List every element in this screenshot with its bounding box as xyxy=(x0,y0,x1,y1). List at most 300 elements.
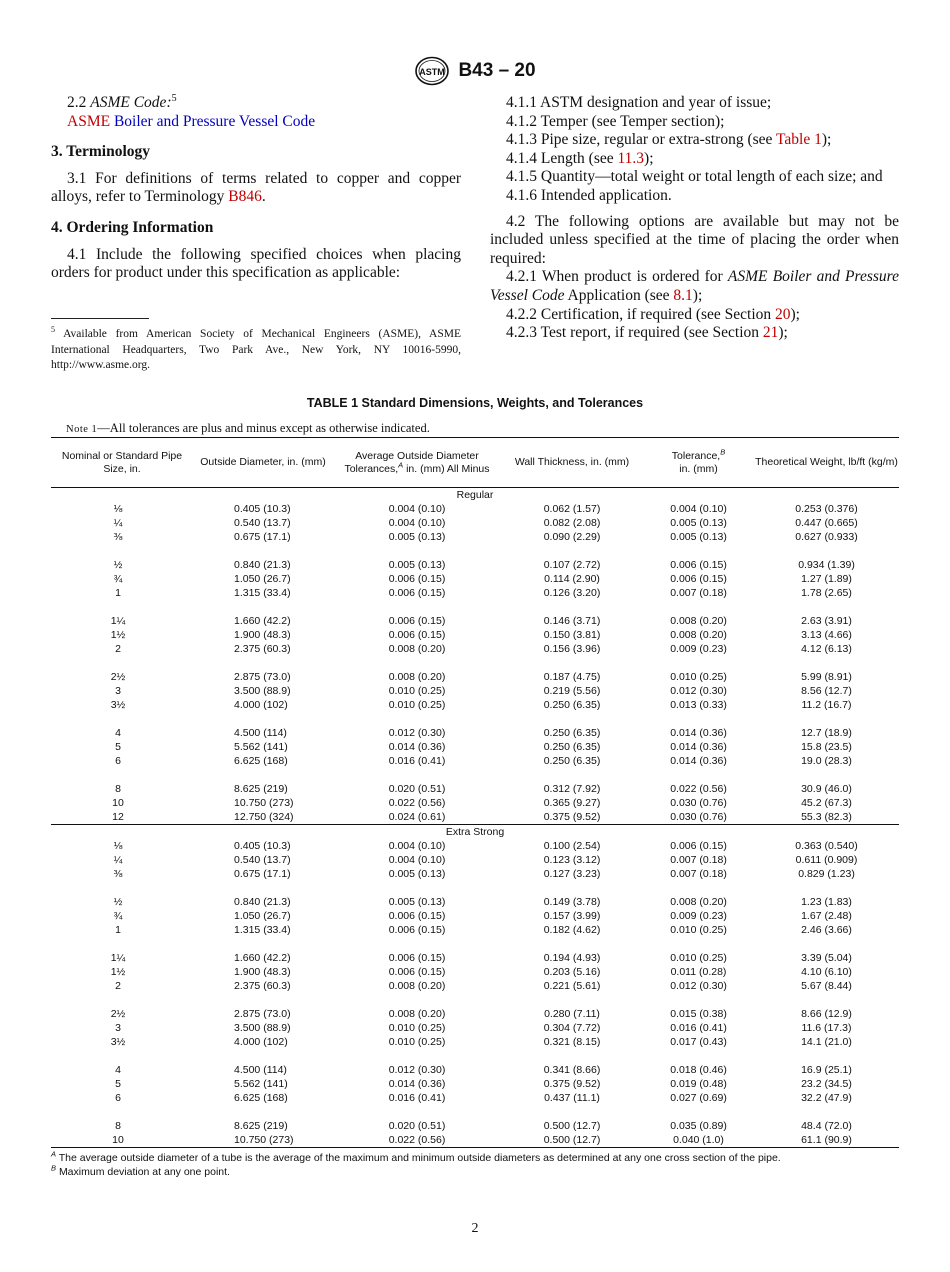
cell-outside-diameter: 2.875 (73.0) xyxy=(234,671,291,683)
cell-outside-diameter: 10.750 (273) xyxy=(234,1134,294,1146)
cell-weight: 3.39 (5.04) xyxy=(801,952,852,964)
cell-od-tolerance: 0.020 (0.51) xyxy=(388,1120,446,1132)
cell-size: ⅜ xyxy=(113,531,123,543)
table-row xyxy=(51,965,899,979)
table-row xyxy=(51,684,899,698)
cell-weight: 1.78 (2.65) xyxy=(801,587,852,599)
cell-wall-thickness: 0.250 (6.35) xyxy=(543,755,601,767)
cell-size: 8 xyxy=(115,783,121,795)
cell-size: 4 xyxy=(115,1064,121,1076)
asme-code-link[interactable]: Boiler and Pressure Vessel Code xyxy=(113,112,316,130)
cell-wall-thickness: 0.280 (7.11) xyxy=(544,1008,600,1020)
cell-wall-thickness: 0.156 (3.96) xyxy=(543,643,601,655)
cell-wall-tolerance: 0.013 (0.33) xyxy=(670,699,727,711)
cell-size: 2½ xyxy=(110,671,126,683)
cell-od-tolerance: 0.004 (0.10) xyxy=(388,517,446,529)
cell-size: 2 xyxy=(115,643,121,655)
cell-weight: 19.0 (28.3) xyxy=(801,755,852,767)
cell-wall-tolerance: 0.007 (0.18) xyxy=(670,587,727,599)
cell-od-tolerance: 0.006 (0.15) xyxy=(388,910,446,922)
cell-outside-diameter: 5.562 (141) xyxy=(234,741,288,753)
table-row xyxy=(51,754,899,768)
cell-weight: 1.23 (1.83) xyxy=(801,896,852,908)
clause-3-1: 3.1 For definitions of terms related to copper and copper alloys, refer to Terminology B846. xyxy=(51,169,461,206)
clause-4-1-3: 4.1.3 Pipe size, regular or extra-strong (see Table 1); xyxy=(506,131,832,149)
cell-wall-tolerance: 0.035 (0.89) xyxy=(670,1120,727,1132)
clause-4-1-5: 4.1.5 Quantity—total weight or total length of each size; and xyxy=(506,168,883,186)
col-header-tolerance: Tolerance,$^B$ in. (mm) xyxy=(671,447,726,475)
table-row xyxy=(51,628,899,642)
table-footnote-a: $^A$ The average outside diameter of a tube is the average of the maximum and minimum outside diameters as determined at any one cross section of the pipe. xyxy=(51,1149,781,1164)
cell-size: 2½ xyxy=(110,1008,126,1020)
col-header-od-tolerance: Average Outside Diameter Tolerances,$^A$ in. (mm) All Minus xyxy=(344,450,490,475)
cell-weight: 61.1 (90.9) xyxy=(801,1134,852,1146)
cell-weight: 45.2 (67.3) xyxy=(801,797,852,809)
cell-wall-tolerance: 0.014 (0.36) xyxy=(670,755,727,767)
cell-wall-thickness: 0.250 (6.35) xyxy=(543,699,601,711)
table-1-link[interactable]: Table 1 xyxy=(776,131,822,149)
cell-outside-diameter: 6.625 (168) xyxy=(234,755,288,767)
col-header-weight: Theoretical Weight, lb/ft (kg/m) xyxy=(755,456,898,469)
b846-link[interactable]: B846 xyxy=(228,188,262,206)
table-spacer-row xyxy=(51,768,899,782)
table-row xyxy=(51,782,899,796)
clause-4-2: 4.2 The following options are available but may not be included unless specified at the time of placing the order when required: xyxy=(490,212,899,267)
cell-wall-thickness: 0.250 (6.35) xyxy=(543,741,601,753)
cell-wall-thickness: 0.100 (2.54) xyxy=(543,840,601,852)
cell-od-tolerance: 0.010 (0.25) xyxy=(388,1036,446,1048)
cell-outside-diameter: 4.000 (102) xyxy=(234,1036,288,1048)
table-row xyxy=(51,1021,899,1035)
cell-wall-tolerance: 0.006 (0.15) xyxy=(670,573,727,585)
cell-od-tolerance: 0.004 (0.10) xyxy=(388,503,446,515)
cell-weight: 14.1 (21.0) xyxy=(801,1036,852,1048)
cell-weight: 0.611 (0.909) xyxy=(795,854,858,866)
cell-size: ⅜ xyxy=(113,868,123,880)
cell-weight: 0.447 (0.665) xyxy=(795,517,858,529)
footnote-rule xyxy=(51,318,149,319)
cell-wall-tolerance: 0.007 (0.18) xyxy=(670,854,727,866)
cell-wall-tolerance: 0.006 (0.15) xyxy=(670,840,727,852)
cell-outside-diameter: 12.750 (324) xyxy=(234,811,294,823)
table-row xyxy=(51,853,899,867)
cell-wall-thickness: 0.500 (12.7) xyxy=(543,1134,601,1146)
cell-outside-diameter: 8.625 (219) xyxy=(234,1120,288,1132)
cell-weight: 30.9 (46.0) xyxy=(801,783,852,795)
table-row xyxy=(51,1063,899,1077)
cell-size: 1½ xyxy=(110,966,126,978)
cell-od-tolerance: 0.012 (0.30) xyxy=(388,1064,446,1076)
cell-wall-tolerance: 0.019 (0.48) xyxy=(670,1078,727,1090)
cell-od-tolerance: 0.004 (0.10) xyxy=(388,840,446,852)
asme-link[interactable]: ASME xyxy=(67,112,111,130)
cell-wall-thickness: 0.127 (3.23) xyxy=(543,868,601,880)
cell-outside-diameter: 1.050 (26.7) xyxy=(234,910,291,922)
section-21-link[interactable]: 21 xyxy=(762,324,779,342)
cell-weight: 32.2 (47.9) xyxy=(801,1092,852,1104)
table-spacer-row xyxy=(51,1049,899,1063)
cell-od-tolerance: 0.008 (0.20) xyxy=(388,1008,446,1020)
cell-od-tolerance: 0.006 (0.15) xyxy=(388,629,446,641)
cell-wall-tolerance: 0.014 (0.36) xyxy=(670,741,727,753)
cell-weight: 4.10 (6.10) xyxy=(801,966,852,978)
footnote-5: $^5$ Available from American Society of Mechanical Engineers (ASME), ASME International Headquarters, Two Park Ave., New York, NY 10016-5990, http://www.asme.org. xyxy=(51,325,461,371)
table-group-row xyxy=(51,488,899,503)
page-header xyxy=(0,56,950,86)
table-spacer-row xyxy=(51,937,899,951)
table-body xyxy=(51,488,899,1148)
cell-wall-thickness: 0.114 (2.90) xyxy=(544,573,600,585)
cell-od-tolerance: 0.022 (0.56) xyxy=(388,1134,446,1146)
cell-outside-diameter: 1.900 (48.3) xyxy=(234,966,291,978)
cell-weight: 0.363 (0.540) xyxy=(795,840,858,852)
asme-reference xyxy=(51,113,461,132)
page-number: 2 xyxy=(471,1221,479,1236)
cell-outside-diameter: 0.840 (21.3) xyxy=(234,896,291,908)
cell-wall-tolerance: 0.016 (0.41) xyxy=(670,1022,727,1034)
cell-wall-tolerance: 0.010 (0.25) xyxy=(670,952,727,964)
table-row xyxy=(51,1077,899,1091)
cell-od-tolerance: 0.005 (0.13) xyxy=(388,559,446,571)
cell-outside-diameter: 1.900 (48.3) xyxy=(234,629,291,641)
cell-wall-tolerance: 0.022 (0.56) xyxy=(670,783,727,795)
table-row xyxy=(51,1007,899,1021)
cell-outside-diameter: 1.315 (33.4) xyxy=(234,924,291,936)
cell-outside-diameter: 2.375 (60.3) xyxy=(234,980,291,992)
cell-weight: 3.13 (4.66) xyxy=(801,629,852,641)
right-column xyxy=(490,94,899,343)
cell-wall-tolerance: 0.007 (0.18) xyxy=(670,868,727,880)
cell-wall-thickness: 0.341 (8.66) xyxy=(543,1064,601,1076)
cell-weight: 1.27 (1.89) xyxy=(801,573,852,585)
cell-size: 6 xyxy=(115,755,121,767)
cell-wall-tolerance: 0.008 (0.20) xyxy=(670,615,727,627)
cell-wall-thickness: 0.090 (2.29) xyxy=(543,531,601,543)
group-label: Extra Strong xyxy=(51,825,899,840)
table-row xyxy=(51,979,899,993)
cell-weight: 55.3 (82.3) xyxy=(801,811,852,823)
cell-wall-tolerance: 0.008 (0.20) xyxy=(670,629,727,641)
cell-od-tolerance: 0.006 (0.15) xyxy=(388,952,446,964)
cell-size: ½ xyxy=(113,896,123,908)
cell-od-tolerance: 0.024 (0.61) xyxy=(388,811,446,823)
cell-wall-tolerance: 0.006 (0.15) xyxy=(670,559,727,571)
cell-wall-thickness: 0.312 (7.92) xyxy=(543,783,601,795)
clause-4-2-3: 4.2.3 Test report, if required (see Section 21); xyxy=(506,324,788,342)
cell-wall-tolerance: 0.005 (0.13) xyxy=(670,517,727,529)
astm-logo-icon xyxy=(414,56,450,86)
clause-2-2: 2.2 ASME Code:$^5$ xyxy=(67,92,177,111)
cell-wall-thickness: 0.375 (9.52) xyxy=(543,1078,601,1090)
clause-4-1-2: 4.1.2 Temper (see Temper section); xyxy=(506,112,725,130)
section-8-1-link[interactable]: 8.1 xyxy=(673,286,693,304)
table-row xyxy=(51,839,899,853)
cell-size: 1 xyxy=(115,924,121,936)
table-row xyxy=(51,572,899,586)
cell-weight: 5.99 (8.91) xyxy=(801,671,852,683)
clause-4-1-4: 4.1.4 Length (see 11.3); xyxy=(506,149,654,167)
cell-wall-thickness: 0.375 (9.52) xyxy=(543,811,601,823)
section-20-link[interactable]: 20 xyxy=(775,305,791,323)
table-row xyxy=(51,614,899,628)
cell-weight: 8.56 (12.7) xyxy=(801,685,852,697)
cell-outside-diameter: 10.750 (273) xyxy=(234,797,294,809)
table-row xyxy=(51,1091,899,1105)
cell-weight: 4.12 (6.13) xyxy=(801,643,852,655)
section-11-3-link[interactable]: 11.3 xyxy=(617,149,645,167)
table-row xyxy=(51,895,899,909)
table-row xyxy=(51,642,899,656)
cell-weight: 15.8 (23.5) xyxy=(801,741,852,753)
clause-4-1-6: 4.1.6 Intended application. xyxy=(506,186,672,204)
cell-wall-thickness: 0.149 (3.78) xyxy=(543,896,601,908)
cell-size: 1¼ xyxy=(110,615,126,627)
cell-size: ¼ xyxy=(113,517,123,529)
cell-size: ⅛ xyxy=(113,503,123,515)
cell-outside-diameter: 4.500 (114) xyxy=(234,727,287,739)
table-row xyxy=(51,951,899,965)
cell-wall-tolerance: 0.030 (0.76) xyxy=(670,811,727,823)
table-title: TABLE 1 Standard Dimensions, Weights, and Tolerances xyxy=(306,396,644,410)
table-row xyxy=(51,530,899,544)
cell-wall-thickness: 0.304 (7.72) xyxy=(543,1022,601,1034)
cell-size: 1½ xyxy=(110,629,126,641)
cell-od-tolerance: 0.006 (0.15) xyxy=(388,587,446,599)
cell-outside-diameter: 0.540 (13.7) xyxy=(234,517,291,529)
table-footnote-b: $^B$ Maximum deviation at any one point. xyxy=(51,1163,230,1178)
cell-size: 3½ xyxy=(110,1036,126,1048)
cell-wall-thickness: 0.219 (5.56) xyxy=(543,685,601,697)
cell-wall-tolerance: 0.030 (0.76) xyxy=(670,797,727,809)
cell-wall-thickness: 0.187 (4.75) xyxy=(543,671,601,683)
cell-wall-thickness: 0.150 (3.81) xyxy=(543,629,601,641)
cell-wall-tolerance: 0.014 (0.36) xyxy=(670,727,727,739)
cell-wall-tolerance: 0.010 (0.25) xyxy=(670,924,727,936)
table-row xyxy=(51,516,899,530)
cell-outside-diameter: 4.000 (102) xyxy=(234,699,288,711)
table-group-row xyxy=(51,825,899,840)
table-row xyxy=(51,726,899,740)
cell-size: 5 xyxy=(115,741,121,753)
cell-wall-tolerance: 0.011 (0.28) xyxy=(670,966,727,978)
cell-outside-diameter: 0.540 (13.7) xyxy=(234,854,291,866)
table-row xyxy=(51,923,899,937)
document-designation: B43 – 20 xyxy=(458,60,536,81)
cell-wall-thickness: 0.082 (2.08) xyxy=(543,517,601,529)
cell-outside-diameter: 8.625 (219) xyxy=(234,783,288,795)
cell-weight: 16.9 (25.1) xyxy=(801,1064,852,1076)
table-row xyxy=(51,698,899,712)
cell-od-tolerance: 0.014 (0.36) xyxy=(388,741,446,753)
clause-4-2-1: 4.2.1 When product is ordered for ASME Boiler and Pressure Vessel Code Application (see 8.1); xyxy=(490,268,900,304)
cell-weight: 0.627 (0.933) xyxy=(795,531,858,543)
cell-outside-diameter: 0.840 (21.3) xyxy=(234,559,291,571)
table-spacer-row xyxy=(51,712,899,726)
cell-size: 1¼ xyxy=(110,952,126,964)
cell-wall-tolerance: 0.027 (0.69) xyxy=(670,1092,727,1104)
cell-wall-tolerance: 0.012 (0.30) xyxy=(670,980,727,992)
cell-size: ⅛ xyxy=(113,840,123,852)
table-row xyxy=(51,586,899,600)
cell-wall-thickness: 0.500 (12.7) xyxy=(543,1120,601,1132)
cell-weight: 0.934 (1.39) xyxy=(798,559,855,571)
cell-od-tolerance: 0.008 (0.20) xyxy=(388,671,446,683)
cell-outside-diameter: 5.562 (141) xyxy=(234,1078,288,1090)
cell-od-tolerance: 0.006 (0.15) xyxy=(388,924,446,936)
dimensions-table xyxy=(51,437,899,1148)
cell-outside-diameter: 2.875 (73.0) xyxy=(234,1008,291,1020)
cell-weight: 23.2 (34.5) xyxy=(801,1078,852,1090)
cell-outside-diameter: 0.405 (10.3) xyxy=(234,840,291,852)
col-header-wall: Wall Thickness, in. (mm) xyxy=(514,456,630,469)
cell-wall-thickness: 0.203 (5.16) xyxy=(543,966,601,978)
cell-wall-thickness: 0.221 (5.61) xyxy=(543,980,601,992)
table-spacer-row xyxy=(51,656,899,670)
cell-od-tolerance: 0.020 (0.51) xyxy=(388,783,446,795)
cell-size: 1 xyxy=(115,587,121,599)
cell-outside-diameter: 1.660 (42.2) xyxy=(234,952,291,964)
cell-size: 5 xyxy=(115,1078,121,1090)
section-3-heading: 3. Terminology xyxy=(51,143,151,161)
cell-size: ¾ xyxy=(113,573,123,585)
cell-wall-thickness: 0.107 (2.72) xyxy=(543,559,601,571)
table-spacer-row xyxy=(51,1105,899,1119)
cell-wall-thickness: 0.126 (3.20) xyxy=(543,587,601,599)
cell-outside-diameter: 0.405 (10.3) xyxy=(234,503,291,515)
cell-od-tolerance: 0.016 (0.41) xyxy=(388,755,446,767)
cell-size: 12 xyxy=(112,811,124,823)
cell-od-tolerance: 0.010 (0.25) xyxy=(388,1022,446,1034)
cell-wall-thickness: 0.157 (3.99) xyxy=(543,910,601,922)
cell-od-tolerance: 0.012 (0.30) xyxy=(388,727,446,739)
clause-4-1-1: 4.1.1 ASTM designation and year of issue; xyxy=(506,94,772,111)
cell-wall-tolerance: 0.012 (0.30) xyxy=(670,685,727,697)
cell-od-tolerance: 0.006 (0.15) xyxy=(388,615,446,627)
cell-wall-tolerance: 0.040 (1.0) xyxy=(673,1134,724,1146)
cell-weight: 5.67 (8.44) xyxy=(801,980,852,992)
cell-size: ¾ xyxy=(113,910,123,922)
cell-wall-tolerance: 0.009 (0.23) xyxy=(670,910,727,922)
cell-outside-diameter: 1.660 (42.2) xyxy=(234,615,291,627)
table-row xyxy=(51,670,899,684)
cell-size: 2 xyxy=(115,980,121,992)
cell-od-tolerance: 0.014 (0.36) xyxy=(388,1078,446,1090)
cell-wall-thickness: 0.182 (4.62) xyxy=(543,924,601,936)
cell-wall-thickness: 0.194 (4.93) xyxy=(543,952,601,964)
cell-od-tolerance: 0.005 (0.13) xyxy=(388,896,446,908)
cell-outside-diameter: 1.315 (33.4) xyxy=(234,587,291,599)
table-header-row xyxy=(51,438,899,488)
cell-size: ½ xyxy=(113,559,123,571)
cell-od-tolerance: 0.008 (0.20) xyxy=(388,643,446,655)
cell-size: 10 xyxy=(112,1134,124,1146)
table-spacer-row xyxy=(51,993,899,1007)
cell-weight: 2.46 (3.66) xyxy=(801,924,852,936)
cell-od-tolerance: 0.006 (0.15) xyxy=(388,966,446,978)
section-4-heading: 4. Ordering Information xyxy=(51,218,214,236)
table-row xyxy=(51,867,899,881)
cell-outside-diameter: 3.500 (88.9) xyxy=(234,1022,291,1034)
table-row xyxy=(51,796,899,810)
cell-wall-tolerance: 0.008 (0.20) xyxy=(670,896,727,908)
cell-wall-tolerance: 0.009 (0.23) xyxy=(670,643,727,655)
table-row xyxy=(51,558,899,572)
cell-wall-tolerance: 0.004 (0.10) xyxy=(670,503,727,515)
cell-wall-tolerance: 0.017 (0.43) xyxy=(670,1036,727,1048)
col-header-od: Outside Diameter, in. (mm) xyxy=(200,456,326,469)
clause-4-2-2: 4.2.2 Certification, if required (see Section 20); xyxy=(506,305,800,323)
cell-od-tolerance: 0.008 (0.20) xyxy=(388,980,446,992)
table-footnotes xyxy=(51,1149,899,1179)
table-row xyxy=(51,1119,899,1133)
table-spacer-row xyxy=(51,881,899,895)
cell-weight: 1.67 (2.48) xyxy=(801,910,852,922)
cell-size: 6 xyxy=(115,1092,121,1104)
cell-od-tolerance: 0.010 (0.25) xyxy=(388,685,446,697)
cell-weight: 11.6 (17.3) xyxy=(801,1022,852,1034)
cell-weight: 2.63 (3.91) xyxy=(801,615,852,627)
cell-weight: 0.829 (1.23) xyxy=(798,868,855,880)
cell-weight: 12.7 (18.9) xyxy=(801,727,852,739)
cell-weight: 11.2 (16.7) xyxy=(801,699,852,711)
left-column xyxy=(51,94,461,283)
cell-outside-diameter: 2.375 (60.3) xyxy=(234,643,291,655)
cell-outside-diameter: 0.675 (17.1) xyxy=(234,868,291,880)
cell-size: 10 xyxy=(112,797,124,809)
cell-outside-diameter: 3.500 (88.9) xyxy=(234,685,291,697)
table-row xyxy=(51,810,899,825)
table-note: Note 1—All tolerances are plus and minus except as otherwise indicated. xyxy=(66,421,430,435)
cell-weight: 0.253 (0.376) xyxy=(795,503,858,515)
cell-od-tolerance: 0.016 (0.41) xyxy=(388,1092,446,1104)
cell-od-tolerance: 0.006 (0.15) xyxy=(388,573,446,585)
cell-outside-diameter: 1.050 (26.7) xyxy=(234,573,291,585)
table-row xyxy=(51,1133,899,1148)
cell-od-tolerance: 0.004 (0.10) xyxy=(388,854,446,866)
cell-od-tolerance: 0.005 (0.13) xyxy=(388,868,446,880)
cell-wall-tolerance: 0.018 (0.46) xyxy=(670,1064,727,1076)
cell-size: 8 xyxy=(115,1120,121,1132)
cell-outside-diameter: 0.675 (17.1) xyxy=(234,531,291,543)
cell-wall-tolerance: 0.010 (0.25) xyxy=(670,671,727,683)
cell-wall-thickness: 0.365 (9.27) xyxy=(543,797,601,809)
cell-od-tolerance: 0.022 (0.56) xyxy=(388,797,446,809)
clause-4-1: 4.1 Include the following specified choices when placing orders for product under this specification as applicable: xyxy=(51,245,461,282)
cell-size: 3½ xyxy=(110,699,126,711)
cell-wall-thickness: 0.437 (11.1) xyxy=(544,1092,600,1104)
cell-wall-thickness: 0.123 (3.12) xyxy=(543,854,601,866)
cell-od-tolerance: 0.005 (0.13) xyxy=(388,531,446,543)
logo-text: ASTM xyxy=(419,67,446,77)
cell-weight: 8.66 (12.9) xyxy=(801,1008,852,1020)
col-header-size: Nominal or Standard Pipe Size, in. xyxy=(61,450,183,475)
cell-wall-tolerance: 0.015 (0.38) xyxy=(670,1008,727,1020)
cell-outside-diameter: 6.625 (168) xyxy=(234,1092,288,1104)
cell-size: 3 xyxy=(115,1022,121,1034)
table-spacer-row xyxy=(51,600,899,614)
cell-size: 3 xyxy=(115,685,121,697)
table-row xyxy=(51,740,899,754)
cell-size: ¼ xyxy=(113,854,123,866)
table-row xyxy=(51,909,899,923)
cell-wall-thickness: 0.062 (1.57) xyxy=(543,503,601,515)
cell-wall-tolerance: 0.005 (0.13) xyxy=(670,531,727,543)
cell-outside-diameter: 4.500 (114) xyxy=(234,1064,287,1076)
group-label: Regular xyxy=(456,489,494,501)
cell-size: 4 xyxy=(115,727,121,739)
table-row xyxy=(51,1035,899,1049)
table-spacer-row xyxy=(51,544,899,558)
